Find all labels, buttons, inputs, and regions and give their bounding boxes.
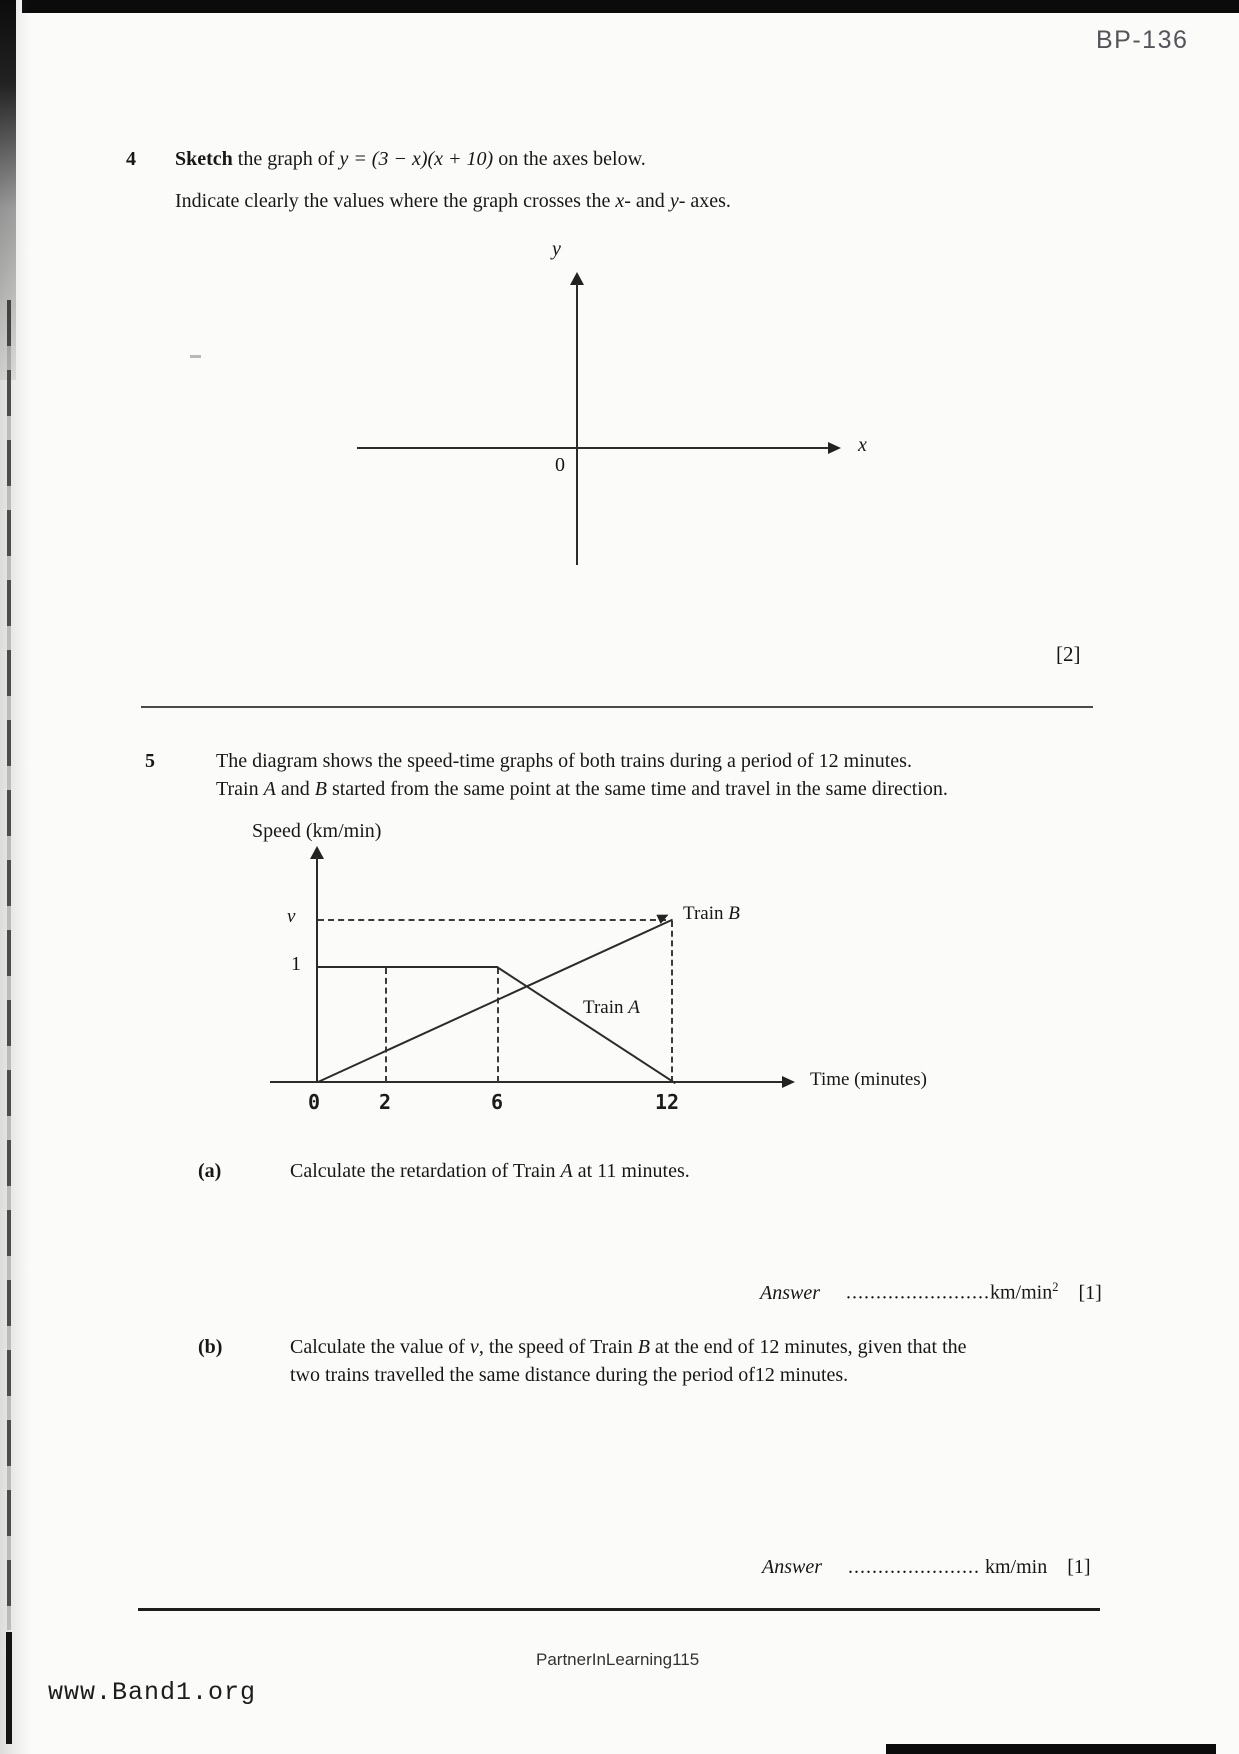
time-axis-label: Time (minutes)	[810, 1069, 927, 1090]
train-b-label: Train B	[683, 903, 740, 924]
v-tick-label: v	[287, 906, 296, 927]
scan-artifact-left-bottom	[6, 1632, 12, 1744]
dashed-line-t6	[497, 968, 499, 1082]
dashed-line-speed-v	[318, 919, 666, 921]
q5-y-axis	[316, 857, 318, 1083]
answer-unit: km/min	[980, 1556, 1048, 1578]
train-a-line-decline	[496, 966, 676, 1084]
question-5-intro-line-1: The diagram shows the speed-time graphs of both trains during a period of 12 minutes.	[216, 750, 912, 772]
speed-axis-label: Speed (km/min)	[252, 820, 382, 842]
part-b-marks: [1]	[1067, 1556, 1091, 1578]
answer-word: Answer	[762, 1556, 822, 1578]
one-tick-label: 1	[291, 953, 301, 975]
part-a-label: (a)	[198, 1160, 222, 1182]
q5-x-axis-arrow	[782, 1076, 795, 1088]
scan-artifact-top-bar	[22, 0, 1239, 13]
footer-website: www.Band1.org	[48, 1678, 257, 1707]
answer-unit-superscript: 2	[1052, 1280, 1059, 1294]
question-5-number: 5	[145, 750, 155, 772]
part-b-label: (b)	[198, 1336, 223, 1358]
q4-x-axis-label: x	[858, 434, 867, 456]
q4-sketch-word: Sketch	[175, 148, 233, 170]
part-a-text: Calculate the retardation of Train A at 11 minutes.	[290, 1160, 690, 1182]
footer-watermark: PartnerInLearning115	[536, 1650, 700, 1669]
tick-2: 2	[379, 1090, 392, 1114]
part-a-marks: [1]	[1078, 1281, 1102, 1304]
q4-origin-label: 0	[555, 454, 565, 476]
question-5-intro-line-2: Train A and B started from the same point at the same time and travel in the same direction.	[216, 778, 948, 800]
tick-6: 6	[491, 1090, 504, 1114]
part-b-text-line-1: Calculate the value of v, the speed of Train B at the end of 12 minutes, given that the	[290, 1336, 967, 1358]
q4-x-axis	[357, 447, 831, 449]
part-b-answer-row	[762, 1556, 1091, 1579]
q4-y-axis	[576, 283, 578, 565]
question-4-line-2: Indicate clearly the values where the graph crosses the x- and y- axes.	[175, 190, 731, 212]
tick-12: 12	[655, 1090, 680, 1114]
q4-marks: [2]	[1056, 642, 1081, 666]
part-a-answer-row	[760, 1280, 1102, 1305]
train-a-line-plateau	[318, 966, 498, 968]
scan-artifact-bottom-bar	[886, 1744, 1216, 1754]
answer-blank: ......................	[848, 1556, 980, 1578]
part-b-text-line-2: two trains travelled the same distance during the period of12 minutes.	[290, 1364, 849, 1386]
dashed-line-t2	[385, 968, 387, 1082]
dashed-line-t12	[671, 921, 673, 1082]
scan-artifact-stray-mark	[190, 355, 201, 358]
question-4-line-1: Sketch the graph of y = (3 − x)(x + 10) on the axes below.	[175, 148, 646, 170]
answer-blank: ........................	[846, 1281, 990, 1304]
q4-equation: y = (3 − x)(x + 10)	[339, 148, 494, 170]
q4-x-axis-arrow	[828, 442, 841, 454]
answer-word: Answer	[760, 1281, 820, 1304]
answer-unit: km/min	[990, 1281, 1053, 1304]
q4-y-axis-label: y	[552, 238, 561, 260]
train-a-label: Train A	[583, 997, 640, 1018]
section-divider-1	[141, 706, 1093, 708]
question-4-number: 4	[126, 148, 136, 170]
tick-0: 0	[308, 1090, 321, 1114]
q5-x-axis	[270, 1081, 784, 1083]
section-divider-2	[138, 1608, 1100, 1611]
page-code: BP-136	[1096, 26, 1189, 54]
scan-artifact-left-line	[7, 300, 11, 1630]
